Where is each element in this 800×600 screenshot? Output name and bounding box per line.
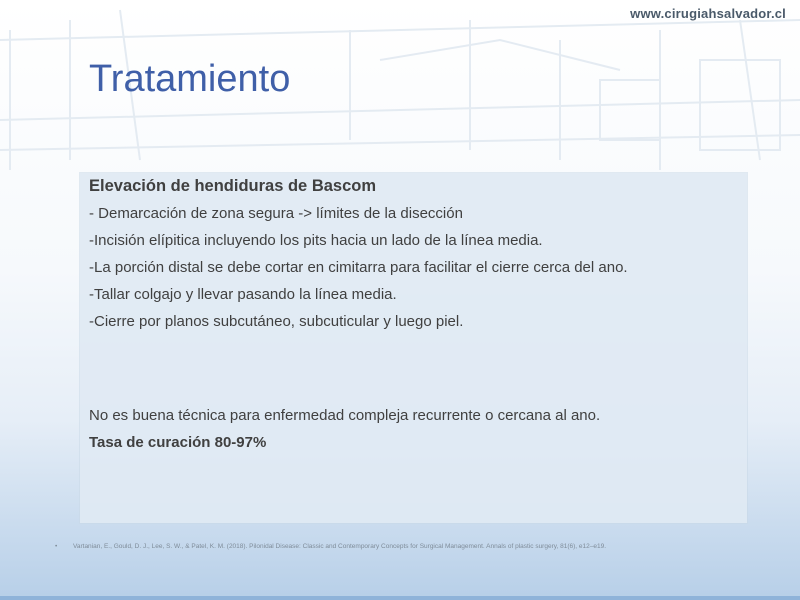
spacer [89, 340, 739, 407]
reference-text: Vartanian, E., Gould, D. J., Lee, S. W., & Patel, K. M. (2018). Pilonidal Disease: Classic and Contemporary Concepts for Surgical Management. Annals of plastic surgery, 81(6), e12–e19. [73, 543, 607, 550]
slide-title: Tratamiento [89, 58, 291, 100]
list-item: -La porción distal se debe cortar en cimitarra para facilitar el cierre cerca del ano. [89, 259, 628, 276]
list-item: -Cierre por planos subcutáneo, subcuticular y luego piel. [89, 313, 464, 330]
content-panel [80, 173, 747, 523]
reference-citation [55, 543, 755, 550]
list-item: -Incisión elípitica incluyendo los pits hacia un lado de la línea media. [89, 232, 543, 249]
technique-note: No es buena técnica para enfermedad compleja recurrente o cercana al ano. [89, 407, 601, 424]
website-url: www.cirugiahsalvador.cl [630, 6, 786, 21]
cure-rate: Tasa de curación 80-97% [89, 434, 267, 451]
bottom-accent-bar [0, 596, 800, 600]
list-item: - Demarcación de zona segura -> límites de la disección [89, 205, 463, 222]
reference-bullet: • [55, 543, 58, 550]
content-text [89, 177, 739, 461]
section-heading: Elevación de hendiduras de Bascom [89, 177, 377, 195]
list-item: -Tallar colgajo y llevar pasando la línea media. [89, 286, 397, 303]
